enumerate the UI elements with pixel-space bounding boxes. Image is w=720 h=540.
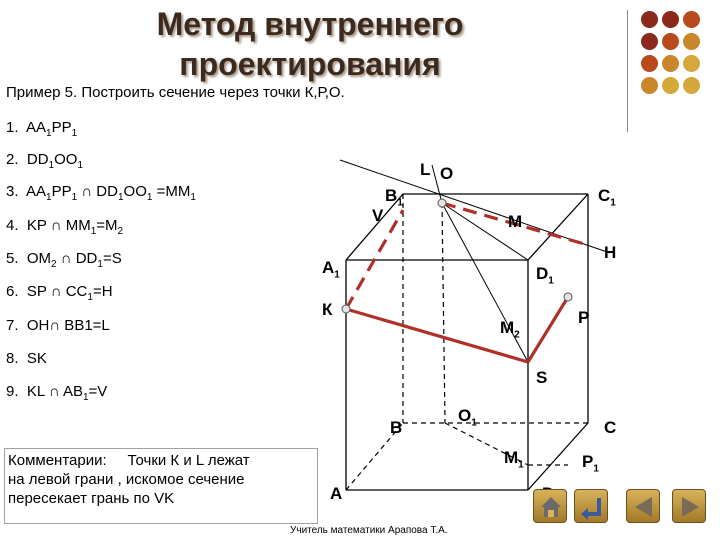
label-b: B: [390, 418, 403, 437]
step-6: 6. SP ∩ $CC_1=H$: [6, 283, 113, 303]
point-p: [564, 293, 572, 301]
step-8: 8. SK: [6, 350, 47, 367]
comment-box: [4, 448, 318, 524]
label-m: M: [508, 212, 523, 231]
step-1: 1. $AA_1PP_1$: [6, 119, 78, 139]
label-l: L: [420, 160, 431, 179]
point-k: [342, 305, 350, 313]
home-button[interactable]: [533, 489, 567, 523]
next-icon: [673, 490, 707, 524]
return-icon: [575, 490, 609, 524]
label-o: O: [440, 164, 454, 183]
label-a: A: [330, 484, 343, 503]
edge-dc: [528, 423, 588, 490]
label-a1: $A_1$: [322, 258, 340, 281]
label-c1: $C_1$: [598, 186, 616, 209]
label-k: К: [322, 300, 333, 319]
edge-oo1-hidden: [442, 203, 445, 423]
next-button[interactable]: [672, 489, 706, 523]
title-line-1: Метод внутреннего: [156, 6, 464, 42]
comment-line-3: пересекает грань по VK: [8, 490, 175, 507]
point-o: [438, 199, 446, 207]
label-p1: $P_1$: [582, 452, 599, 475]
prev-button[interactable]: [626, 489, 660, 523]
label-v: V: [372, 206, 384, 225]
step-2: 2. $DD_1OO_1$: [6, 151, 83, 171]
title-line-2: проектирования: [179, 46, 441, 82]
step-7: 7. OH∩ BB1=L: [6, 317, 110, 334]
author-footer: Учитель математики Арапова Т.А.: [290, 525, 448, 536]
home-icon: [534, 490, 568, 524]
label-s: S: [536, 368, 548, 387]
comment-line-1: Комментарии: Точки К и L лежат: [8, 452, 250, 469]
step-4: 4. KP ∩ $MM_1=M_2$: [6, 217, 124, 237]
label-c: C: [604, 418, 617, 437]
section-sp: [528, 297, 568, 362]
label-o1: $O_1$: [458, 406, 477, 429]
label-m1: $M_1$: [504, 448, 524, 471]
prev-icon: [627, 490, 661, 524]
step-5: 5. $OM_2$ ∩ $DD_1=S$: [6, 250, 122, 270]
label-h: H: [604, 243, 617, 262]
label-p: P: [578, 308, 590, 327]
step-3: 3. $AA_1PP_1$ ∩ $DD_1OO_1 =MM_1$: [6, 183, 196, 203]
label-d1: $D_1$: [536, 264, 554, 287]
label-b1: $B_1$: [385, 186, 403, 209]
problem-statement: Пример 5. Построить сечение через точки К,Р,О.: [6, 84, 345, 101]
comment-line-2: на левой грани , искомое сечение: [8, 471, 245, 488]
edge-d1c1: [528, 194, 588, 260]
return-button[interactable]: [574, 489, 608, 523]
step-9: 9. KL ∩ $AB_1=V$: [6, 383, 108, 403]
label-m2: $M_2$: [500, 318, 520, 341]
